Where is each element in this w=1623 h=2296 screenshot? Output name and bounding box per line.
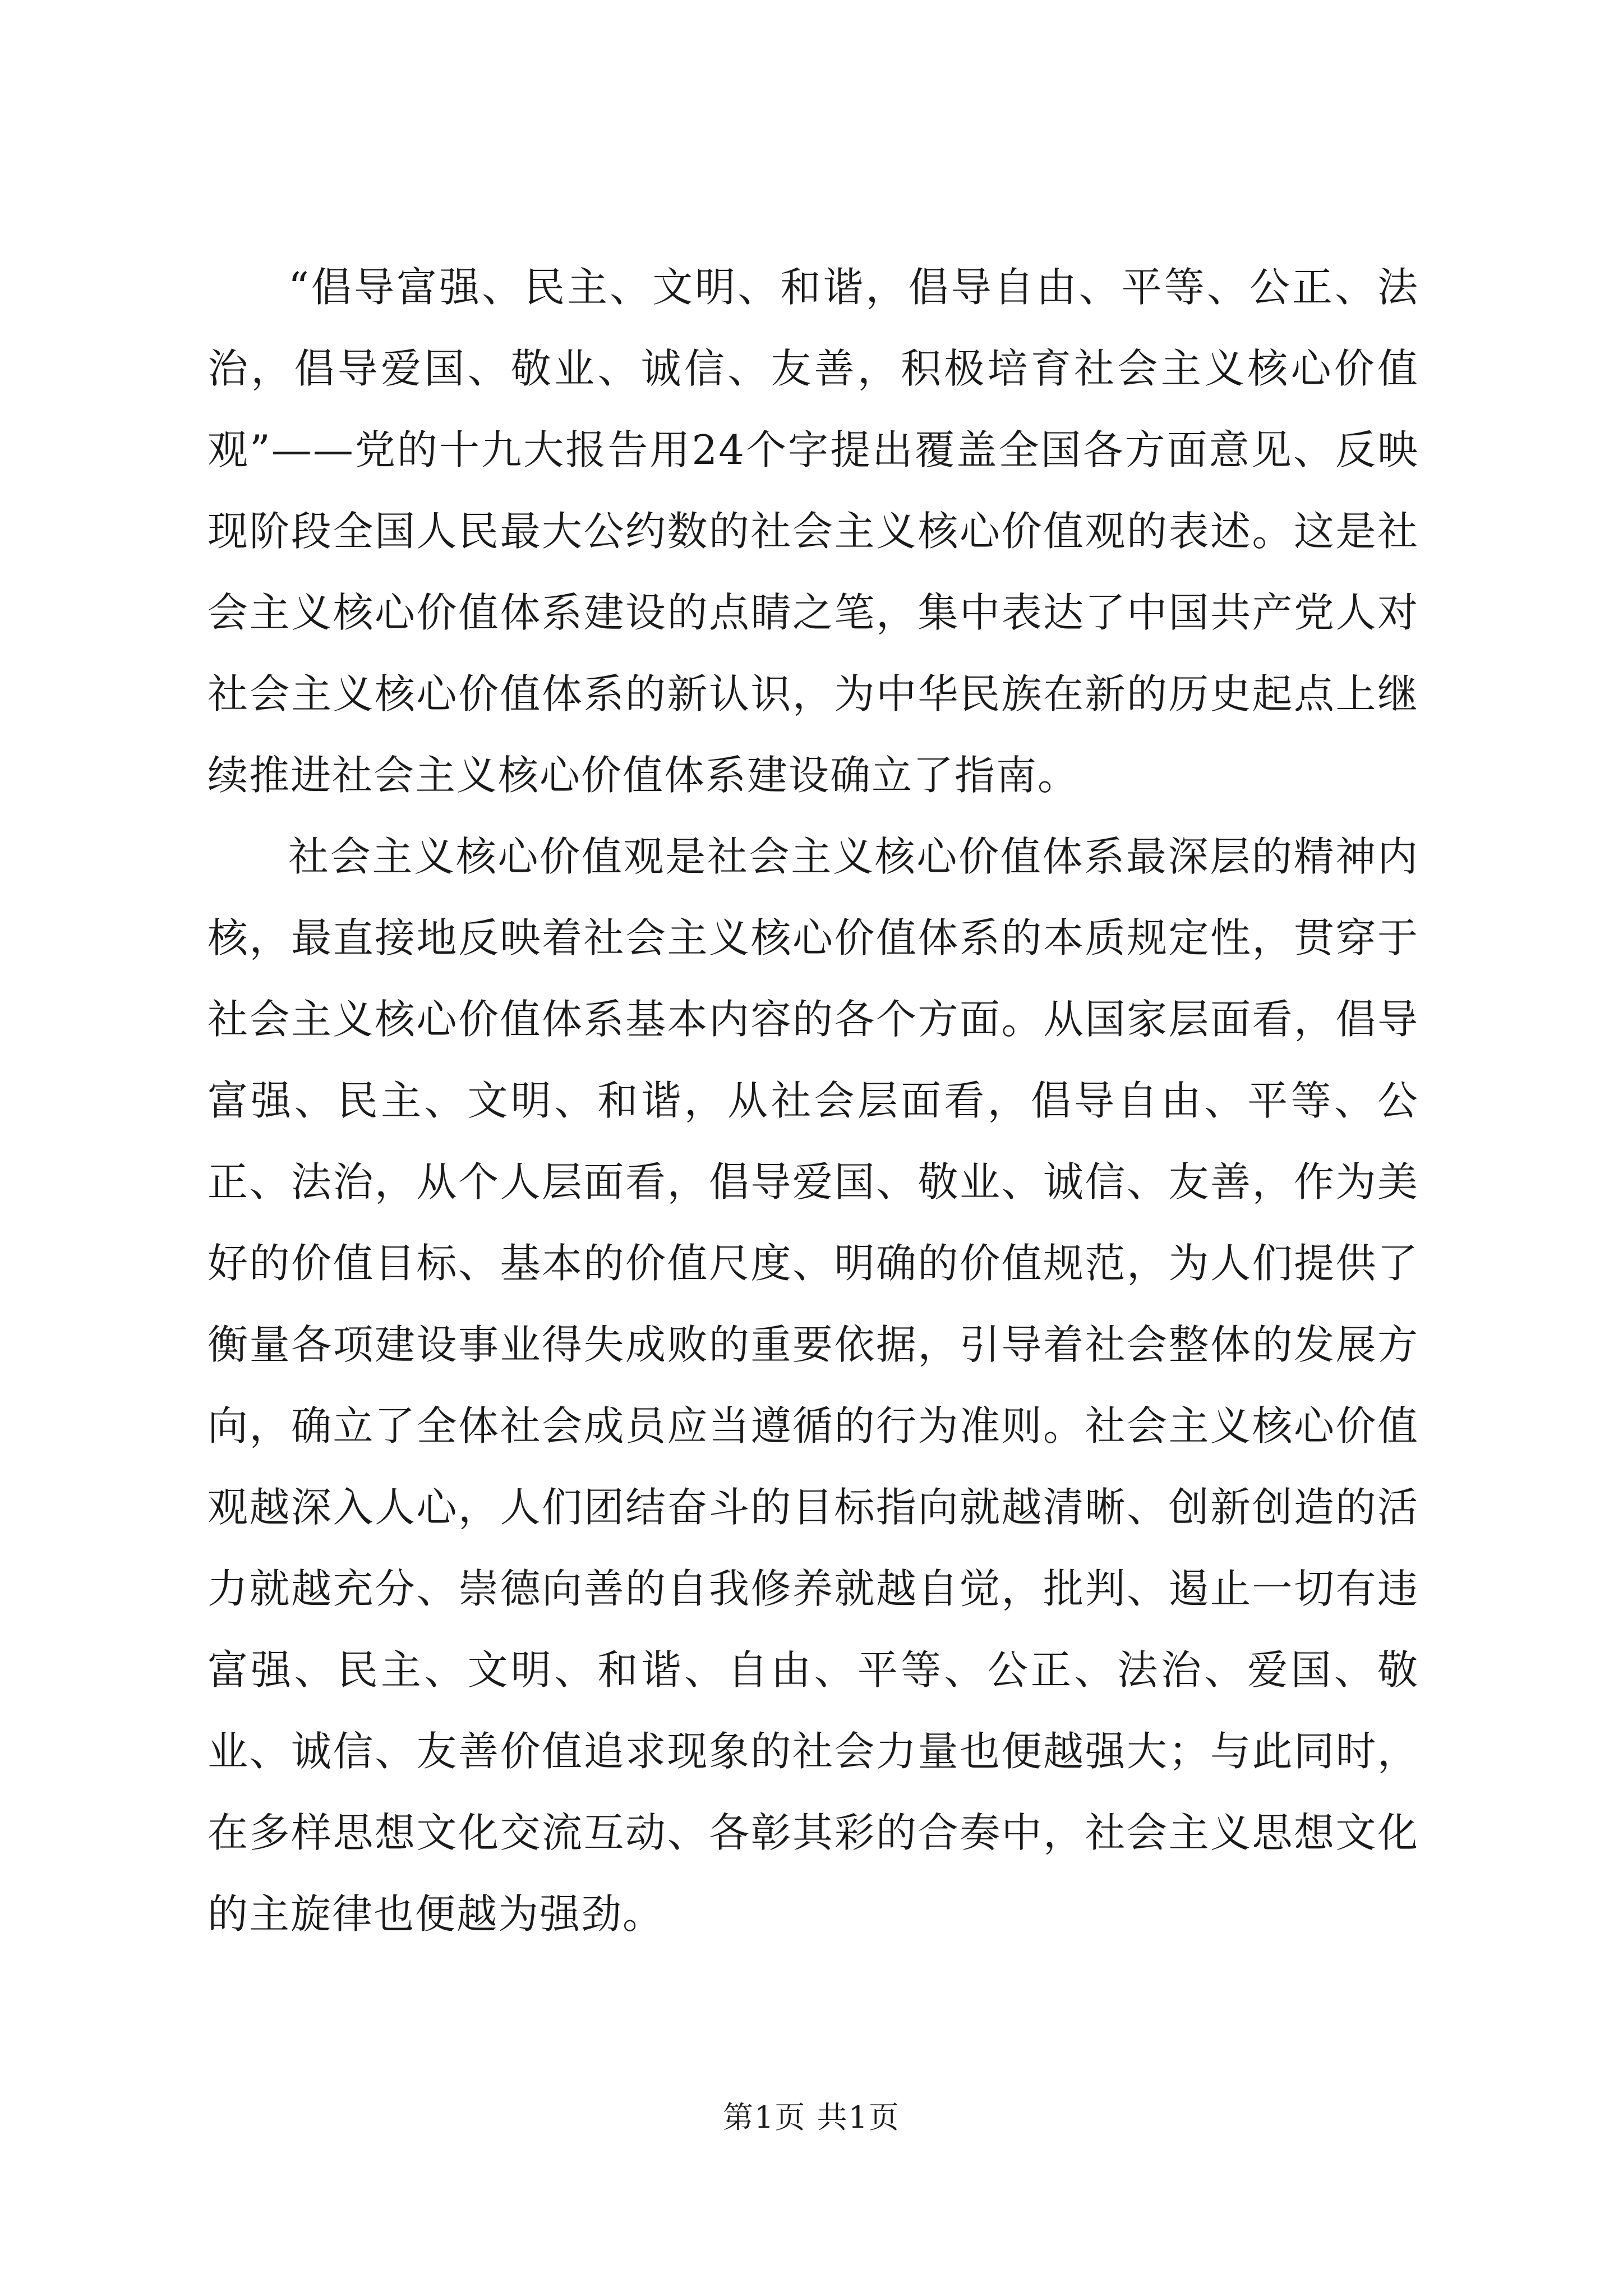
paragraph-2: 社会主义核心价值观是社会主义核心价值体系最深层的精神内核，最直接地反映着社会主义核心价值体系的本质规定性，贯穿于社会主义核心价值体系基本内容的各个方面。从国家层面看，倡导富强、民主、文明、和谐，从社会层面看，倡导自由、平等、公正、法治，从个人层面看，倡导爱国、敬业、诚信、友善，作为美好的价值目标、基本的价值尺度、明确的价值规范，为人们提供了衡量各项建设事业得失成败的重要依据，引导着社会整体的发展方向，确立了全体社会成员应当遵循的行为准则。社会主义核心价值观越深入人心，人们团结奋斗的目标指向就越清晰、创新创造的活力就越充分、崇德向善的自我修养就越自觉，批判、遏止一切有违富强、民主、文明、和谐、自由、平等、公正、法治、爱国、敬业、诚信、友善价值追求现象的社会力量也便越强大；与此同时，在多样思想文化交流互动、各彰其彩的合奏中，社会主义思想文化的主旋律也便越为强劲。	[208, 833, 1419, 1938]
document-body	[208, 247, 1419, 1955]
page-footer: 第1页 共1页	[723, 2100, 900, 2135]
paragraph-1: “倡导富强、民主、文明、和谐，倡导自由、平等、公正、法治，倡导爱国、敬业、诚信、友善，积极培育社会主义核心价值观”——党的十九大报告用24个字提出覆盖全国各方面意见、反映现阶段全国人民最大公约数的社会主义核心价值观的表述。这是社会主义核心价值体系建设的点睛之笔，集中表达了中国共产党人对社会主义核心价值体系的新认识，为中华民族在新的历史起点上继续推进社会主义核心价值体系建设确立了指南。	[208, 264, 1419, 799]
